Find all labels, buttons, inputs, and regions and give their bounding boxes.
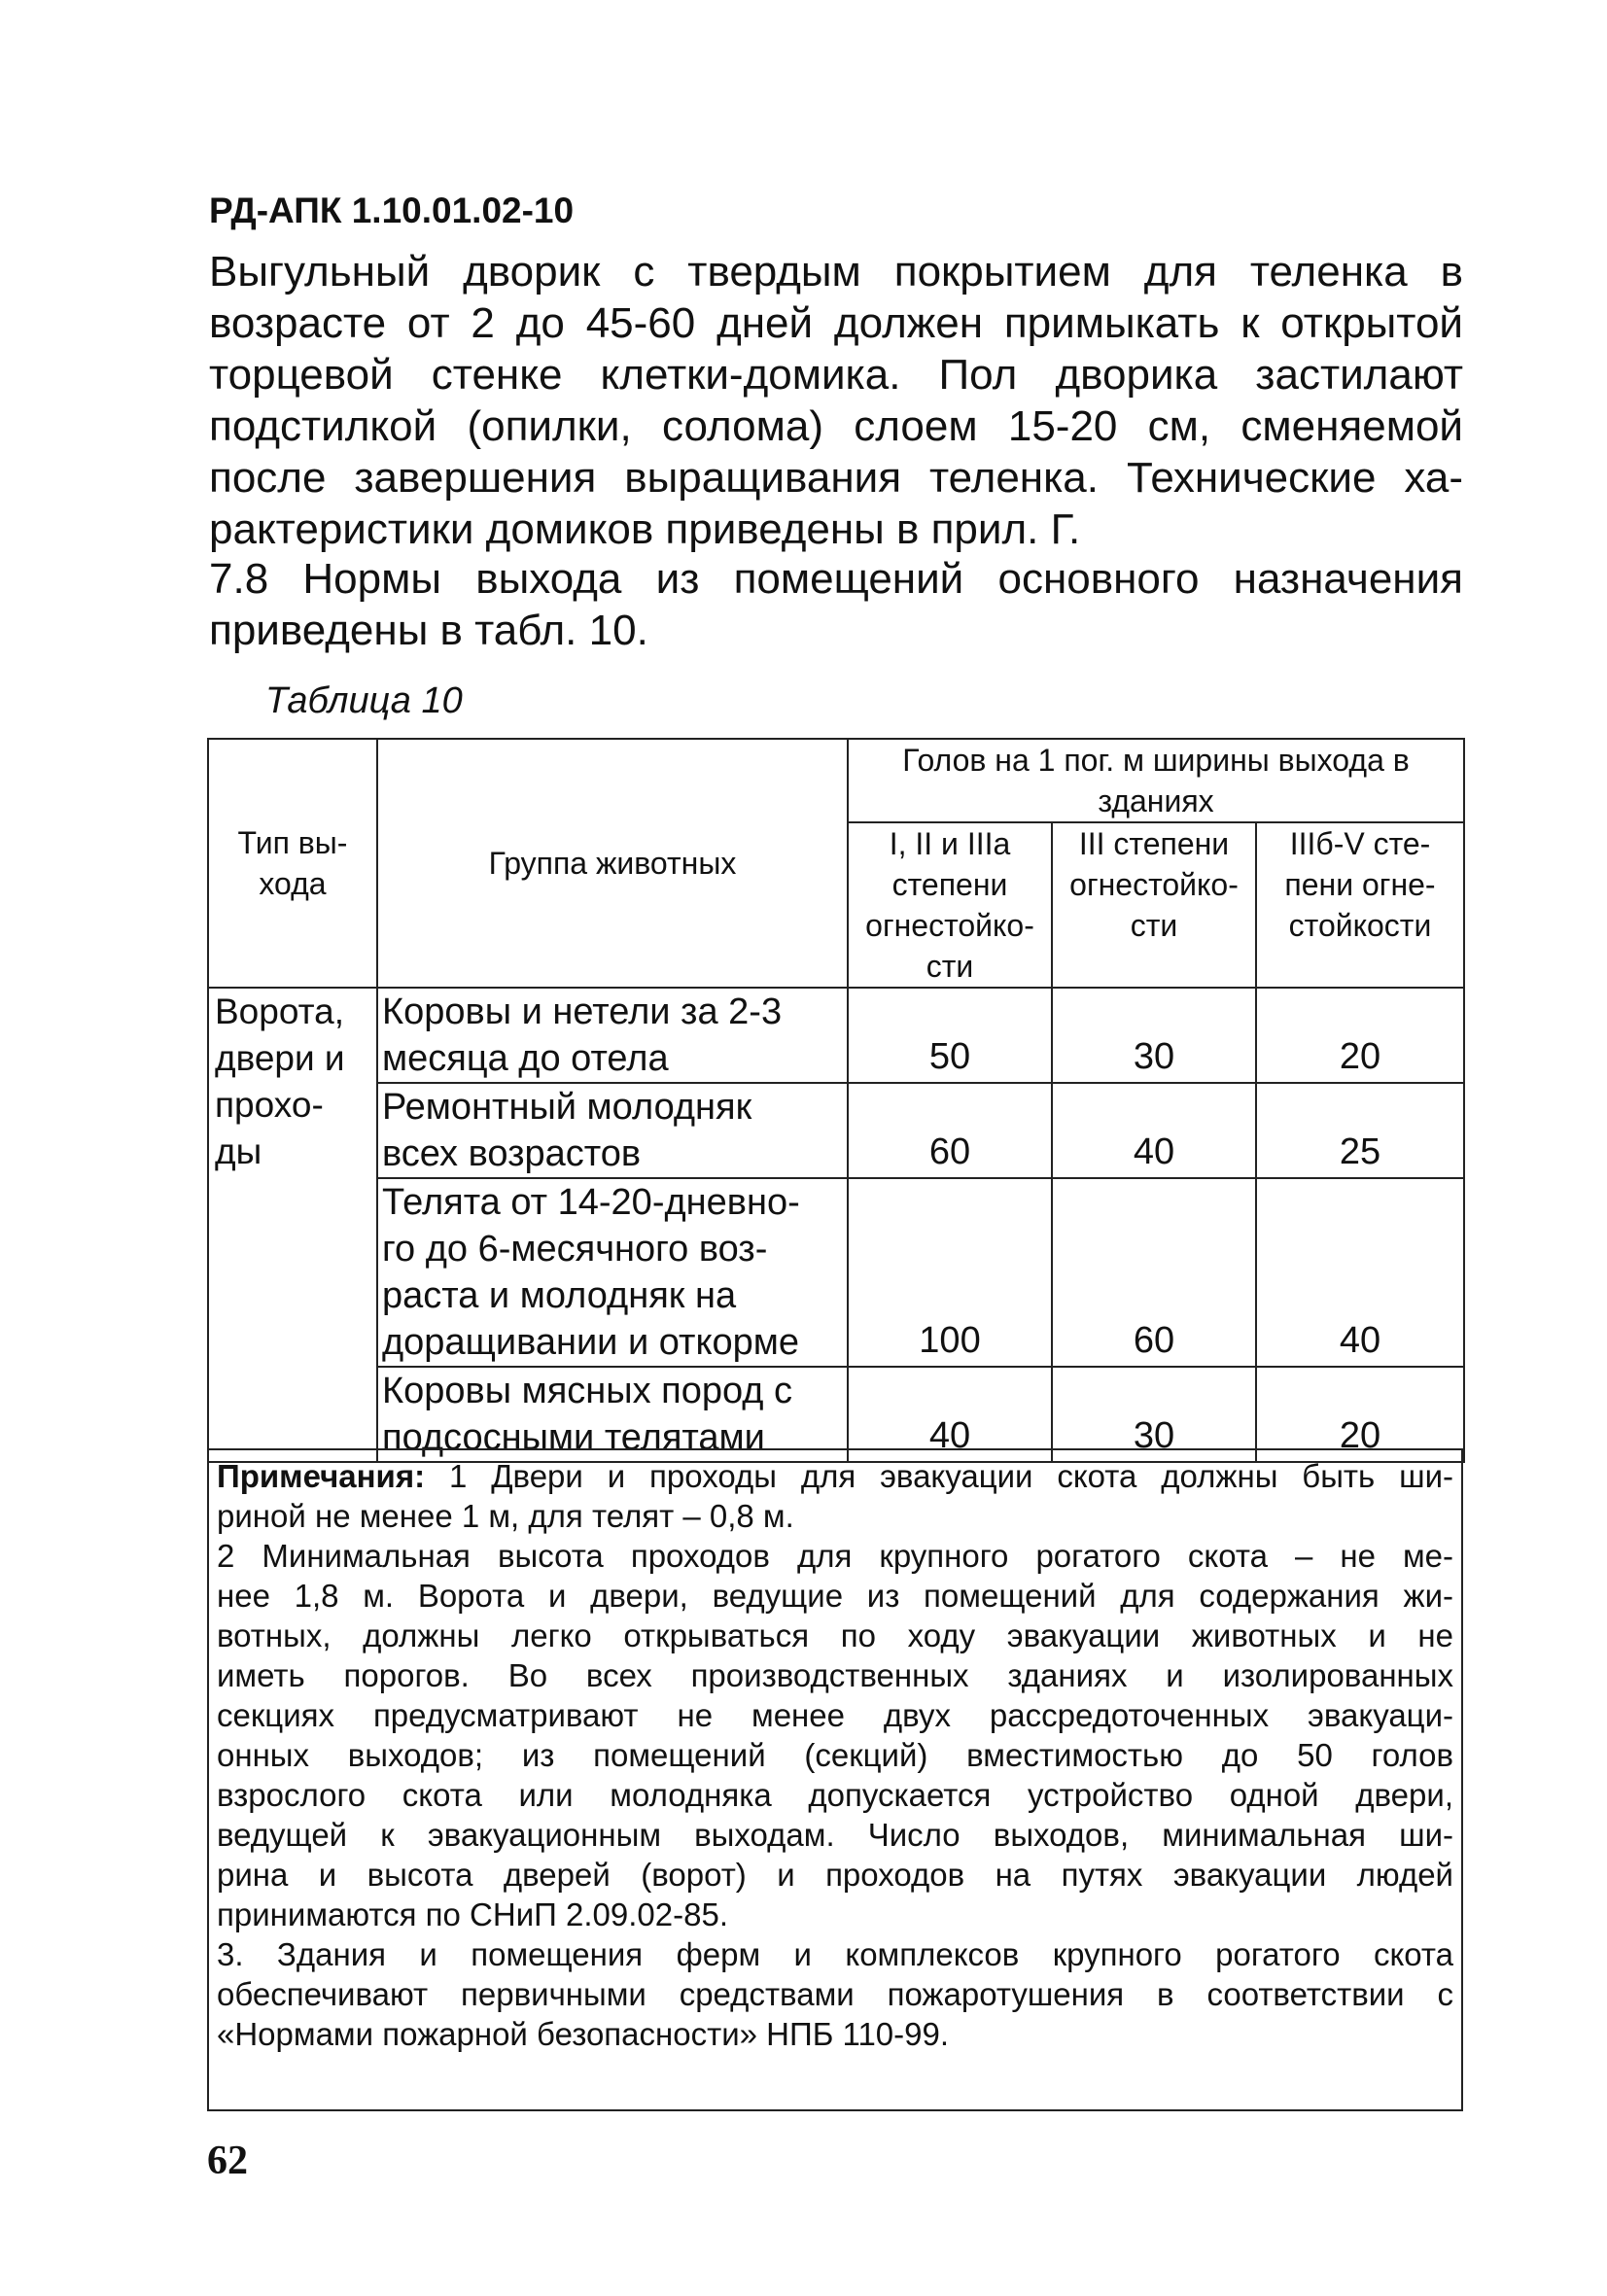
notes-line: «Нормами пожарной безопасности» НПБ 110-99. [217,2016,950,2052]
notes-line: секциях предусматривают не менее двух рассредоточенных эвакуаци- [217,1697,1453,1733]
cell-value: 40 [1052,1083,1256,1178]
notes-line: 3. Здания и помещения ферм и комплексов крупного рогатого скота [217,1936,1453,1972]
notes-line: ведущей к эвакуационным выходам. Число выходов, минимальная ши- [217,1817,1453,1853]
cell-exit-type [208,988,377,1462]
paragraph-line: возрасте от 2 до 45-60 дней должен примыкать к открытой [209,299,1463,347]
cell-group [377,1178,848,1367]
notes-line: рина и высота дверей (ворот) и проходов на путях эвакуации людей [217,1857,1453,1893]
header-fire-class-1-text: I, II и IIIa степени огнестойко- сти [865,826,1034,984]
notes-line: вотных, должны легко открываться по ходу эвакуации животных и не [217,1618,1453,1653]
header-animal-group [377,739,848,988]
cell-group [377,1083,848,1178]
notes-line [217,1456,1453,1496]
table-row [208,1083,1464,1178]
paragraph-exit-norms [209,553,1463,656]
notes-line: риной не менее 1 м, для телят – 0,8 м. [217,1498,794,1534]
page-number: 62 [207,2139,248,2183]
cell-value: 20 [1256,988,1464,1083]
header-exit-type [208,739,377,988]
notes-title: Примечания: [217,1458,426,1494]
paragraph-line: приведены в табл. 10. [209,607,648,654]
cell-value: 60 [848,1083,1052,1178]
header-fire-class-2 [1052,822,1256,988]
group-text: Телята от 14-20-дневно- го до 6-месячного воз- раста и молодняк на доращивании и откорме [382,1182,800,1363]
cell-value: 100 [848,1178,1052,1367]
cell-value: 40 [848,1367,1052,1462]
document-code: РД-АПК 1.10.01.02-10 [209,191,575,230]
paragraph-line: 7.8 Нормы выхода из помещений основного назначения [209,555,1463,603]
notes-line: иметь порогов. Во всех производственных зданиях и изолированных [217,1657,1453,1693]
cell-value: 20 [1256,1367,1464,1462]
cell-group [377,988,848,1083]
paragraph-line: подстилкой (опилки, солома) слоем 15-20 см, сменяемой [209,402,1463,450]
header-fire-class-2-text: III степени огнестойко- сти [1069,826,1239,943]
header-heads-per-meter [848,739,1464,822]
header-fire-class-3 [1256,822,1464,988]
cell-value: 25 [1256,1083,1464,1178]
paragraph-line: Выгульный дворик с твердым покрытием для теленка в [209,248,1463,296]
header-exit-type-text: Тип вы- хода [237,825,348,901]
notes-line: принимаются по СНиП 2.09.02-85. [217,1896,729,1932]
cell-value: 40 [1256,1178,1464,1367]
cell-value: 30 [1052,988,1256,1083]
notes-line: онных выходов; из помещений (секций) вместимостью до 50 голов [217,1737,1453,1773]
table-row [208,988,1464,1083]
header-fire-class-1 [848,822,1052,988]
table-row [208,1178,1464,1367]
notes-first-line: 1 Двери и проходы для эвакуации скота должны быть ши- [425,1458,1453,1494]
header-animal-group-text: Группа животных [488,846,737,881]
notes-line: 2 Минимальная высота проходов для крупного рогатого скота – не ме- [217,1538,1453,1574]
paragraph-calf-yard [209,246,1463,555]
exit-type-text: Ворота, двери и прохо- ды [215,991,345,1171]
header-fire-class-3-text: IIIб-V сте- пени огне- стойкости [1284,826,1436,943]
paragraph-line: торцевой стенке клетки-домика. Пол дворика застилают [209,351,1463,399]
notes-line: нее 1,8 м. Ворота и двери, ведущие из помещений для содержания жи- [217,1578,1453,1614]
cell-value: 50 [848,988,1052,1083]
cell-value: 30 [1052,1367,1256,1462]
table-caption: Таблица 10 [265,680,463,721]
header-heads-per-meter-text: Голов на 1 пог. м ширины выхода в зданиях [902,743,1410,818]
group-text: Ремонтный молодняк всех возрастов [382,1087,752,1174]
cell-value: 60 [1052,1178,1256,1367]
paragraph-line: рактеристики домиков приведены в прил. Г. [209,505,1081,553]
notes-line: обеспечивают первичными средствами пожаротушения в соответствии с [217,1976,1453,2012]
exit-norms-table [207,738,1465,1463]
group-text: Коровы и нетели за 2-3 месяца до отела [382,991,783,1079]
table-notes [207,1448,1463,2111]
group-text: Коровы мясных пород с подсосными телятами [382,1371,793,1458]
paragraph-line: после завершения выращивания теленка. Технические ха- [209,454,1463,502]
notes-line: взрослого скота или молодняка допускается устройство одной двери, [217,1777,1453,1813]
